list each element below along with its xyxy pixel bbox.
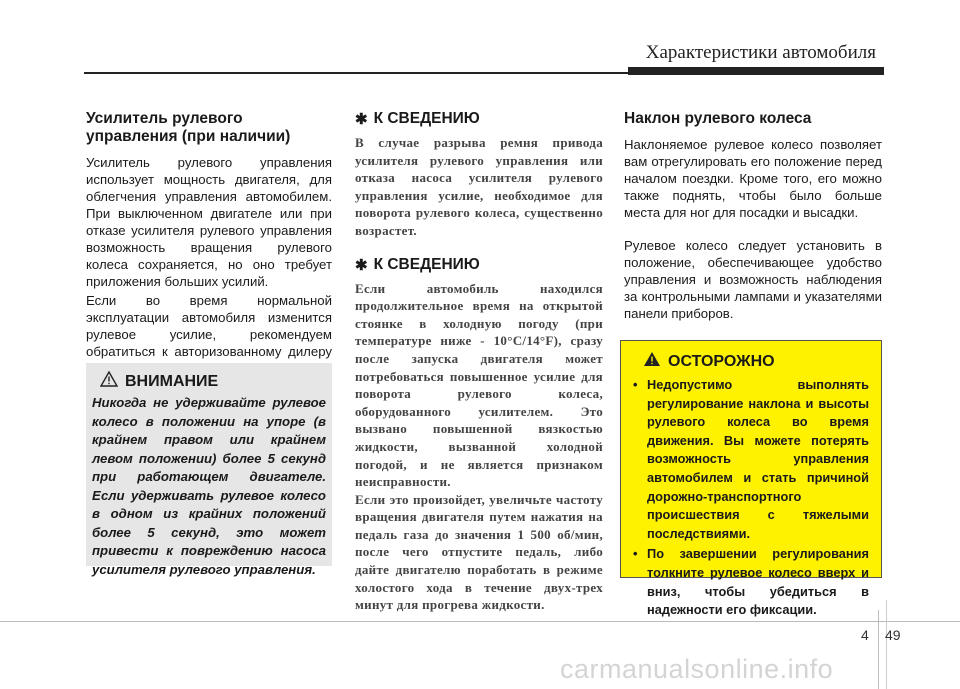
caution-box (620, 340, 882, 618)
watermark: carmanualsonline.info (560, 654, 834, 684)
footer-rule (0, 621, 960, 622)
asterisk-icon: ✱ (355, 256, 368, 274)
caution-triangle-icon (643, 351, 661, 372)
tilt-paragraph-2: Рулевое колесо следует установить в положение, обеспечивающее удобство управления и возможность наблюдения за контрольными лампами и указателями панели приборов. (624, 238, 882, 321)
tilt-paragraph-1: Наклоняемое рулевое колесо позволяет вам отрегулировать его положение перед началом поездки. Кроме того, его можно также поднять, чтобы было больше места для ног для посадки и высадки. (624, 137, 882, 220)
header-rule-accent (628, 67, 884, 75)
chapter-number: 4 (861, 627, 869, 643)
section-heading-power-steering: Усилитель рулевого управления (при наличии) (86, 110, 291, 145)
warning-title: ВНИМАНИЕ (125, 372, 219, 390)
page-number: 49 (885, 627, 901, 643)
caution-title: ОСТОРОЖНО (668, 352, 775, 370)
warning-box (86, 363, 332, 577)
note-header-2 (355, 256, 603, 274)
caution-item-2: • По завершении регулирования толкните рулевое колесо вверх и вниз, чтобы убедиться в надежности его фиксации. (633, 545, 869, 619)
power-steering-paragraph-1: Усилитель рулевого управления использует мощность двигателя, для облегчения управления автомобилем. При выключенном двигателе или при отказе усилителя рулевого управления возможность вращения рулевого колеса сохраняется, но оно требует приложения больших усилий. (86, 155, 332, 289)
caution-list (633, 376, 869, 620)
warning-header (100, 371, 326, 392)
crop-mark (886, 600, 887, 689)
crop-mark (878, 610, 879, 689)
power-steering-paragraph-2: Если во время нормальной эксплуатации автомобиля изменится рулевое усилие, рекомендуем обратиться к авторизованному дилеру (86, 293, 332, 359)
note-header-1 (355, 110, 603, 128)
note-text-2a: Если автомобиль находился продолжительное время на открытой стоянке в холодную погоду (при температуре ниже - 10°C/14°F), сразу после запуска двигателя может потребоваться повышенное усилие для поворота рулевого колеса, оборудованного усилителем. Это вызвано повышенной вязкостью жидкости, вызванной холодной погодой, и не является признаком неисправности. (355, 280, 603, 490)
column-power-steering (86, 110, 332, 379)
note-title-2: К СВЕДЕНИЮ (373, 255, 480, 273)
column-notes (355, 110, 603, 614)
asterisk-icon: ✱ (355, 111, 368, 128)
caution-item-1: • Недопустимо выполнять регулирование наклона и высоты рулевого колеса во время движения. Вы можете потерять возможность управления автомобилем и стать причиной дорожно-транспортного происшествия с тяжелыми последствиями. (633, 376, 869, 543)
warning-triangle-icon (100, 371, 118, 392)
warning-text: Никогда не удерживайте рулевое колесо в положении на упоре (в крайнем правом или крайнем левом положении) более 5 секунд при работающем двигателе. Если удерживать рулевое колесо в одном из крайних положений более 5 секунд, это может привести к повреждению насоса усилителя рулевого управления. (92, 395, 326, 577)
page-header-title: Характеристики автомобиля (645, 42, 876, 63)
caution-header (643, 351, 869, 372)
column-tilt-steering (624, 110, 882, 324)
note-text-2b: Если это произойдет, увеличьте частоту вращения двигателя путем нажатия на педаль газа до значения 1 500 об/мин, после чего отпустите педаль, либо дайте двигателю поработать в режиме холостого хода в течение двух-трех минут для прогрева жидкости. (355, 491, 603, 613)
note-text-1: В случае разрыва ремня привода усилителя рулевого управления или отказа насоса усилителя рулевого управления усилие, необходимое для поворота рулевого колеса, существенно возрастет. (355, 135, 603, 238)
note-title-1: К СВЕДЕНИЮ (373, 110, 480, 127)
section-heading-tilt-steering: Наклон рулевого колеса (624, 110, 812, 127)
